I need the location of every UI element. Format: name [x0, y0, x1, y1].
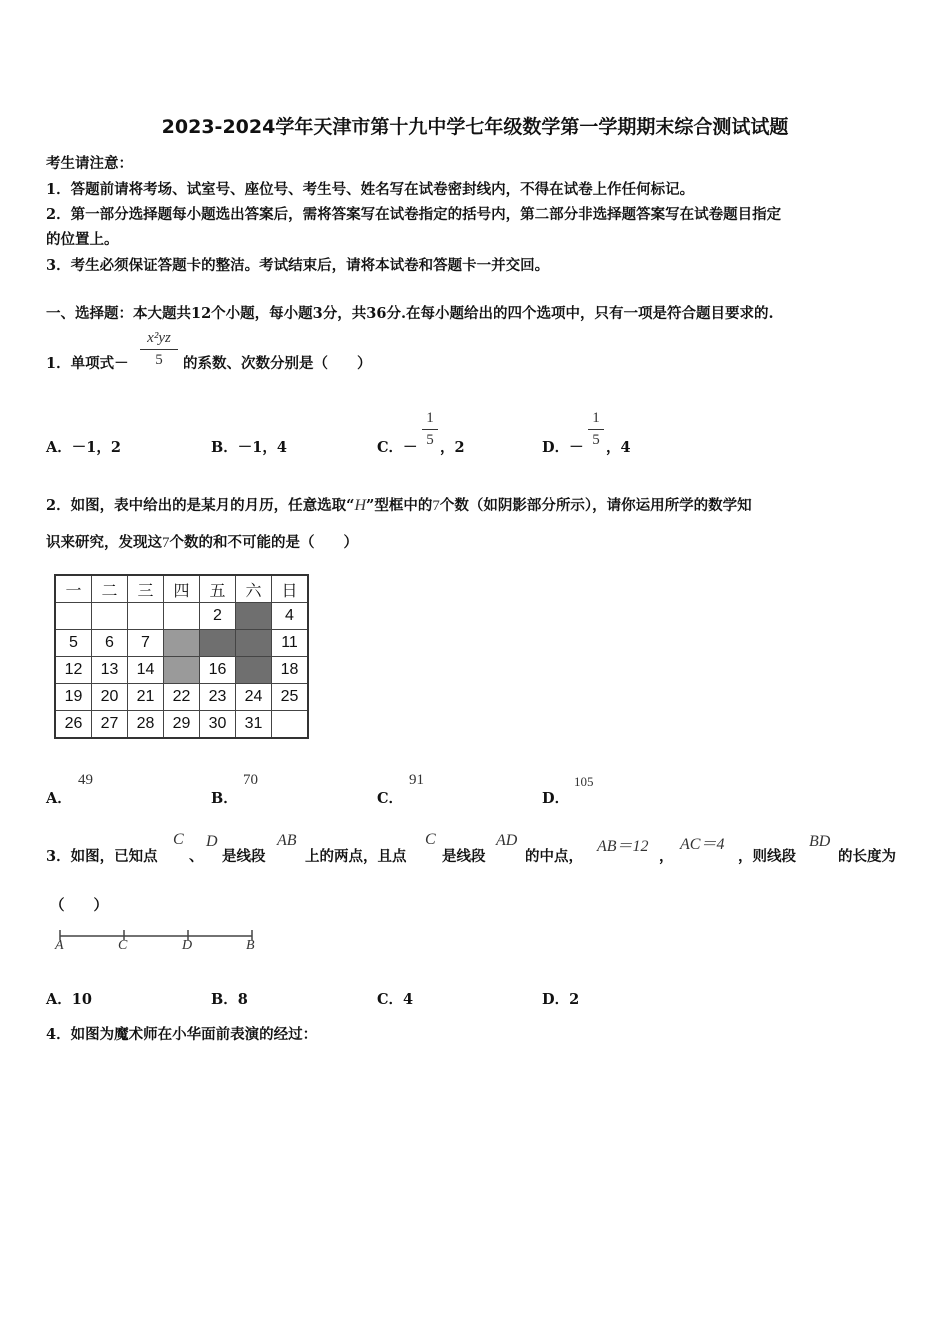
- q1-option-d-den: 5: [592, 432, 600, 448]
- q2-option-b-value: 70: [243, 772, 258, 788]
- section-heading: 一、选择题：本大题共12个小题，每小题3分，共36分.在每小题给出的四个选项中，只有一项是符合题目要求的.: [46, 305, 774, 322]
- q2-option-c-value: 91: [409, 772, 424, 788]
- calendar-cell: [128, 603, 164, 630]
- calendar-cell: 4: [272, 603, 309, 630]
- calendar-cell: [164, 603, 200, 630]
- q3-text-2: 、: [189, 848, 204, 865]
- calendar-cell-shaded: [236, 630, 272, 657]
- calendar-cell: 5: [55, 630, 92, 657]
- calendar-cell: [55, 603, 92, 630]
- q1-suffix: 的系数、次数分别是（ ）: [183, 355, 372, 372]
- q3-segment-bd: BD: [809, 833, 831, 850]
- calendar-cell: 13: [92, 657, 128, 684]
- q3-segment-ad: AD: [496, 832, 518, 849]
- calendar-cell: 7: [128, 630, 164, 657]
- calendar-cell: 26: [55, 711, 92, 739]
- q3-fig-label-a: A: [55, 938, 64, 953]
- calendar-cell-shaded: [200, 630, 236, 657]
- calendar-cell: 19: [55, 684, 92, 711]
- calendar-header-row: [55, 575, 308, 603]
- calendar-cell: 30: [200, 711, 236, 739]
- q3-option-b: B．8: [211, 991, 248, 1008]
- q2-option-c-label: C．: [377, 790, 404, 807]
- q3-option-c: C．4: [377, 991, 414, 1008]
- calendar-cell: 22: [164, 684, 200, 711]
- calendar-cell: 16: [200, 657, 236, 684]
- q2-option-a-label: A．: [46, 790, 72, 807]
- q1-fraction: [140, 330, 178, 369]
- q3-fig-label-b: B: [246, 938, 255, 953]
- q2-h-symbol: H: [354, 497, 366, 514]
- q2-text-c: 个数（如阴影部分所示），请你运用所学的数学知: [439, 497, 752, 514]
- q2-line-2: [46, 531, 358, 552]
- q3-point-c-2: C: [425, 831, 436, 848]
- calendar-cell: 14: [128, 657, 164, 684]
- q4-text: 4．如图为魔术师在小华面前表演的经过：: [46, 1026, 318, 1043]
- notice-item-1: 1．答题前请将考场、试室号、座位号、考生号、姓名写在试卷密封线内，不得在试卷上作任何标记。: [46, 181, 695, 198]
- q3-fig-label-c: C: [118, 938, 128, 953]
- q2-text-a: 2．如图，表中给出的是某月的月历，任意选取“: [46, 497, 355, 514]
- q3-text-6: 的中点，: [525, 848, 583, 865]
- q1-frac-numerator: x²yz: [147, 330, 171, 346]
- calendar-header: 四: [164, 575, 200, 603]
- calendar-cell: 2: [200, 603, 236, 630]
- q3-eq-ac: AC＝4: [680, 836, 725, 853]
- q2-seven-2: 7: [162, 535, 170, 551]
- q3-segment-ab: AB: [277, 832, 297, 849]
- calendar-cell: 29: [164, 711, 200, 739]
- q3-option-d: D．2: [542, 991, 580, 1008]
- calendar-cell: 24: [236, 684, 272, 711]
- q3-text-3: 是线段: [222, 848, 266, 865]
- calendar-row: [55, 603, 308, 630]
- calendar-cell: 28: [128, 711, 164, 739]
- calendar-header: 一: [55, 575, 92, 603]
- q3-text-5: 是线段: [442, 848, 486, 865]
- page-title: 2023-2024学年天津市第十九中学七年级数学第一学期期末综合测试试题: [161, 116, 789, 138]
- q3-comma: ，: [659, 848, 674, 865]
- q1-option-d-fraction: [588, 410, 604, 449]
- calendar-cell: 23: [200, 684, 236, 711]
- calendar-cell: [272, 711, 309, 739]
- q3-text-1: 3．如图，已知点: [46, 848, 158, 865]
- calendar-row: [55, 711, 308, 739]
- q3-fig-label-d: D: [182, 938, 193, 953]
- calendar-row: [55, 657, 308, 684]
- q1-option-c-label: C．－: [377, 439, 418, 456]
- calendar-header: 日: [272, 575, 309, 603]
- q3-text-7: ，则线段: [738, 848, 796, 865]
- calendar-table: [54, 574, 309, 739]
- q1-frac-denominator: 5: [155, 352, 163, 368]
- calendar-cell: 21: [128, 684, 164, 711]
- q1-option-c-bar: [422, 429, 438, 430]
- q1-option-c-fraction: [422, 410, 438, 449]
- q1-option-d-label: D．－: [542, 439, 584, 456]
- calendar-cell-shaded: [236, 603, 272, 630]
- q2-seven-1: 7: [432, 498, 440, 514]
- calendar-header: 六: [236, 575, 272, 603]
- notice-item-2-cont: 的位置上。: [46, 231, 119, 248]
- calendar-cell-shaded: [236, 657, 272, 684]
- calendar-row: [55, 630, 308, 657]
- q3-text-8: 的长度为: [838, 848, 896, 865]
- calendar-cell: 12: [55, 657, 92, 684]
- q2-line-1: [46, 494, 752, 515]
- calendar-header: 三: [128, 575, 164, 603]
- q2-text-d: 识来研究，发现这: [46, 534, 162, 551]
- q1-prefix: 1．单项式－: [46, 355, 129, 372]
- q2-text-b: ”型框中的: [366, 497, 433, 514]
- calendar-cell: 25: [272, 684, 309, 711]
- q3-option-a: A．10: [46, 991, 92, 1008]
- q1-option-c-tail: ，2: [440, 439, 465, 456]
- calendar-cell: 6: [92, 630, 128, 657]
- calendar-header: 二: [92, 575, 128, 603]
- notice-heading: 考生请注意：: [46, 155, 133, 172]
- calendar-cell-shaded: [164, 657, 200, 684]
- calendar-cell: 20: [92, 684, 128, 711]
- q3-line-figure: [50, 926, 270, 958]
- q1-option-b: B．－1，4: [211, 439, 287, 456]
- q1-option-a: A．－1，2: [46, 439, 121, 456]
- calendar-cell-shaded: [164, 630, 200, 657]
- calendar-cell: 31: [236, 711, 272, 739]
- q3-point-d: D: [206, 833, 218, 850]
- q3-point-c: C: [173, 831, 184, 848]
- q1-option-d-num: 1: [592, 410, 600, 426]
- q1-option-d-tail: ，4: [606, 439, 631, 456]
- q2-option-d-label: D．: [542, 790, 570, 807]
- q3-eq-ab: AB＝12: [597, 838, 649, 855]
- calendar-cell: 18: [272, 657, 309, 684]
- q1-option-c-den: 5: [426, 432, 434, 448]
- q3-answer-paren: （ ）: [50, 897, 108, 914]
- calendar-header: 五: [200, 575, 236, 603]
- calendar-row: [55, 684, 308, 711]
- q2-option-d-value: 105: [574, 774, 594, 789]
- calendar-cell: [92, 603, 128, 630]
- q2-option-a-value: 49: [78, 772, 93, 788]
- calendar-cell: 27: [92, 711, 128, 739]
- q1-option-d-bar: [588, 429, 604, 430]
- q2-option-b-label: B．: [211, 790, 238, 807]
- q1-frac-bar: [140, 349, 178, 350]
- notice-item-2: 2．第一部分选择题每小题选出答案后，需将答案写在试卷指定的括号内，第二部分非选择题答案写在试卷题目指定: [46, 206, 782, 223]
- q3-text-4: 上的两点，且点: [305, 848, 407, 865]
- calendar-cell: 11: [272, 630, 309, 657]
- notice-item-3: 3．考生必须保证答题卡的整洁。考试结束后，请将本试卷和答题卡一并交回。: [46, 257, 550, 274]
- q1-option-c-num: 1: [426, 410, 434, 426]
- q2-text-e: 个数的和不可能的是（ ）: [169, 534, 358, 551]
